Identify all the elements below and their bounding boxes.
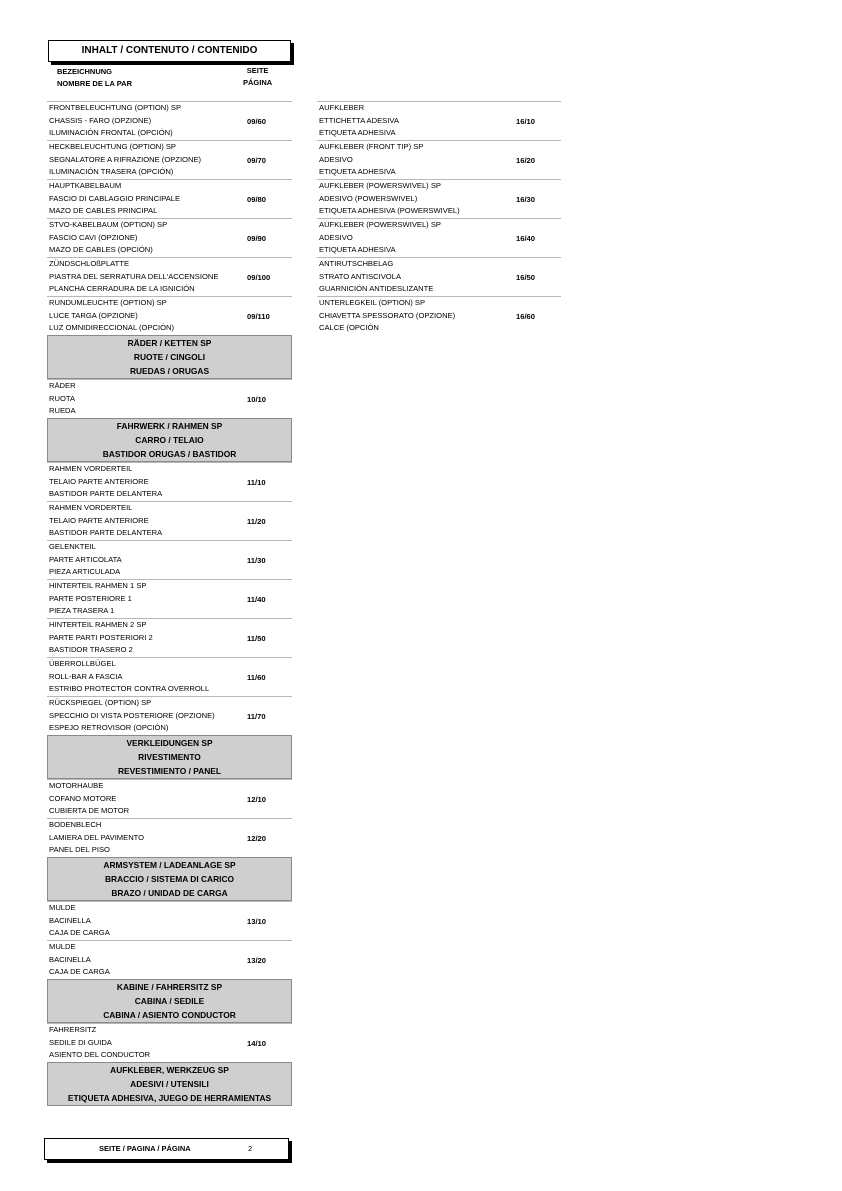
entry-page-number: 09/60 xyxy=(247,117,267,126)
entry-name-line: ADESIVO (POWERSWIVEL) xyxy=(319,193,418,203)
contents-entry xyxy=(47,818,292,857)
entry-name-line: SPECCHIO DI VISTA POSTERIORE (OPZIONE) xyxy=(49,710,215,720)
entry-name-line: ÜBERROLLBÜGEL xyxy=(49,659,116,668)
entry-name-line: RUEDA xyxy=(49,406,76,416)
column-header-page-de: SEITE xyxy=(246,66,269,75)
section-header-line: CABINA / ASIENTO CONDUCTOR xyxy=(103,1010,236,1020)
section-header-line: BRACCIO / SISTEMA DI CARICO xyxy=(104,874,235,884)
entry-name-line: GUARNICIÓN ANTIDESLIZANTE xyxy=(319,284,434,294)
footer-page-number: 2 xyxy=(248,1144,253,1153)
contents-left-column xyxy=(47,101,292,1106)
entry-page-number: 11/40 xyxy=(247,595,266,604)
entry-name-line: LUZ OMNIDIRECCIONAL (OPCIÓN) xyxy=(49,323,175,333)
entry-name-line: MULDE xyxy=(49,942,76,951)
entry-page-number: 09/80 xyxy=(247,195,267,204)
entry-name-line: CALCE (OPCIÓN xyxy=(319,323,379,333)
column-header-name-de: BEZEICHNUNG xyxy=(57,67,113,76)
column-header-page-es: PÁGINA xyxy=(243,78,273,87)
entry-name-line: RUNDUMLEUCHTE (OPTION) SP xyxy=(49,298,167,307)
section-header xyxy=(47,735,292,779)
entry-name-line: HECKBELEUCHTUNG (OPTION) SP xyxy=(49,142,176,151)
entry-name-line: RAHMEN VORDERTEIL xyxy=(49,464,133,473)
entry-page-number: 12/10 xyxy=(247,795,267,804)
entry-name-line: PARTE POSTERIORE 1 xyxy=(49,593,132,603)
entry-page-number: 13/10 xyxy=(247,917,267,926)
entry-name-line: CAJA DE CARGA xyxy=(49,967,110,977)
entry-name-line: TELAIO PARTE ANTERIORE xyxy=(49,476,149,486)
entry-name-line: RÜCKSPIEGEL (OPTION) SP xyxy=(49,698,152,707)
entry-name-line: ILUMINACIÓN FRONTAL (OPCIÓN) xyxy=(49,128,173,138)
contents-entry xyxy=(47,540,292,579)
entry-name-line: MAZO DE CABLES PRINCIPAL xyxy=(49,206,158,216)
entry-name-line: ROLL-BAR A FASCIA xyxy=(49,671,123,681)
entry-name-line: FRONTBELEUCHTUNG (OPTION) SP xyxy=(49,103,182,112)
contents-entry xyxy=(47,779,292,818)
section-header-line: REVESTIMIENTO / PANEL xyxy=(118,766,221,776)
entry-name-line: ESPEJO RETROVISOR (OPCIÓN) xyxy=(49,723,169,733)
footer-page-label: SEITE / PAGINA / PÁGINA xyxy=(99,1144,191,1153)
contents-entry xyxy=(47,379,292,418)
section-header-line: FAHRWERK / RAHMEN SP xyxy=(116,421,223,431)
entry-page-number: 16/20 xyxy=(516,156,536,165)
section-header-line: BRAZO / UNIDAD DE CARGA xyxy=(111,888,228,898)
entry-name-line: BODENBLECH xyxy=(49,820,102,829)
entry-name-line: ADESIVO xyxy=(319,232,353,242)
contents-title: INHALT / CONTENUTO / CONTENIDO xyxy=(48,40,291,62)
contents-entry xyxy=(47,696,292,735)
entry-page-number: 16/10 xyxy=(516,117,536,126)
contents-entry xyxy=(47,101,292,140)
entry-name-line: COFANO MOTORE xyxy=(49,793,117,803)
column-header-name xyxy=(57,66,132,90)
entry-name-line: ILUMINACIÓN TRASERA (OPCIÓN) xyxy=(49,167,174,177)
contents-entry xyxy=(47,462,292,501)
entry-page-number: 13/20 xyxy=(247,956,267,965)
entry-page-number: 12/20 xyxy=(247,834,267,843)
entry-name-line: HINTERTEIL RAHMEN 1 SP xyxy=(49,581,147,590)
entry-name-line: PIEZA TRASERA 1 xyxy=(49,606,115,616)
entry-name-line: CUBIERTA DE MOTOR xyxy=(49,806,130,816)
entry-page-number: 16/30 xyxy=(516,195,536,204)
contents-entry xyxy=(47,901,292,940)
entry-name-line: MULDE xyxy=(49,903,76,912)
entry-name-line: UNTERLEGKEIL (OPTION) SP xyxy=(319,298,426,307)
contents-entry xyxy=(47,618,292,657)
entry-name-line: PLANCHA CERRADURA DE LA IGNICIÓN xyxy=(49,284,195,294)
entry-page-number: 10/10 xyxy=(247,395,267,404)
entry-name-line: CHIAVETTA SPESSORATO (OPZIONE) xyxy=(319,310,456,320)
contents-entry xyxy=(47,1023,292,1062)
contents-entry xyxy=(47,657,292,696)
entry-page-number: 14/10 xyxy=(247,1039,267,1048)
entry-name-line: ETIQUETA ADHESIVA (POWERSWIVEL) xyxy=(319,206,460,216)
entry-name-line: ETIQUETA ADHESIVA xyxy=(319,167,396,177)
entry-name-line: HAUPTKABELBAUM xyxy=(49,181,122,190)
section-header-line: VERKLEIDUNGEN SP xyxy=(126,738,213,748)
entry-name-line: MAZO DE CABLES (OPCIÓN) xyxy=(49,245,153,255)
entry-name-line: MOTORHAUBE xyxy=(49,781,104,790)
section-header xyxy=(47,418,292,462)
contents-entry xyxy=(47,940,292,979)
entry-name-line: TELAIO PARTE ANTERIORE xyxy=(49,515,149,525)
section-header-line: RIVESTIMENTO xyxy=(138,752,201,762)
entry-name-line: PARTE ARTICOLATA xyxy=(49,554,122,564)
section-header xyxy=(47,335,292,379)
section-header xyxy=(47,857,292,901)
entry-name-line: ETIQUETA ADHESIVA xyxy=(319,128,396,138)
contents-entry xyxy=(317,101,561,140)
section-header-line: ARMSYSTEM / LADEANLAGE SP xyxy=(103,860,236,870)
entry-name-line: RUOTA xyxy=(49,393,76,403)
entry-name-line: HINTERTEIL RAHMEN 2 SP xyxy=(49,620,147,629)
section-header-line: RÄDER / KETTEN SP xyxy=(127,338,212,348)
entry-name-line: BASTIDOR PARTE DELANTERA xyxy=(49,489,163,499)
entry-name-line: PIASTRA DEL SERRATURA DELL'ACCENSIONE xyxy=(49,271,219,281)
entry-name-line: ETTICHETTA ADESIVA xyxy=(319,115,399,125)
entry-name-line: CHASSIS - FARO (OPZIONE) xyxy=(49,115,152,125)
entry-name-line: LAMIERA DEL PAVIMENTO xyxy=(49,832,145,842)
entry-name-line: AUFKLEBER (POWERSWIVEL) SP xyxy=(319,181,441,190)
section-header-line: CARRO / TELAIO xyxy=(135,435,204,445)
entry-name-line: SEGNALATORE A RIFRAZIONE (OPZIONE) xyxy=(49,154,202,164)
entry-name-line: STRATO ANTISCIVOLA xyxy=(319,271,402,281)
entry-name-line: RAHMEN VORDERTEIL xyxy=(49,503,133,512)
entry-name-line: BASTIDOR PARTE DELANTERA xyxy=(49,528,163,538)
entry-page-number: 16/50 xyxy=(516,273,536,282)
contents-entry xyxy=(47,296,292,335)
contents-right-column xyxy=(317,101,561,335)
entry-name-line: FAHRERSITZ xyxy=(49,1025,97,1034)
section-header-line: RUEDAS / ORUGAS xyxy=(129,366,210,376)
section-header-line: BASTIDOR ORUGAS / BASTIDOR xyxy=(102,449,237,459)
entry-page-number: 11/70 xyxy=(247,712,266,721)
section-header xyxy=(47,979,292,1023)
entry-name-line: ETIQUETA ADHESIVA xyxy=(319,245,396,255)
contents-entry xyxy=(317,296,561,335)
entry-page-number: 11/10 xyxy=(247,478,266,487)
entry-name-line: AUFKLEBER xyxy=(319,103,365,112)
entry-name-line: FASCIO DI CABLAGGIO PRINCIPALE xyxy=(49,193,181,203)
column-header-page xyxy=(243,65,272,89)
column-header-name-es: NOMBRE DE LA PAR xyxy=(57,79,132,88)
entry-name-line: RÄDER xyxy=(49,381,76,390)
page-footer xyxy=(44,1138,289,1160)
entry-page-number: 16/40 xyxy=(516,234,536,243)
contents-entry xyxy=(317,257,561,296)
contents-entry xyxy=(47,140,292,179)
entry-name-line: SEDILE DI GUIDA xyxy=(49,1037,112,1047)
entry-page-number: 11/50 xyxy=(247,634,266,643)
entry-name-line: BACINELLA xyxy=(49,915,91,925)
entry-page-number: 11/30 xyxy=(247,556,266,565)
section-header-line: KABINE / FAHRERSITZ SP xyxy=(116,982,223,992)
entry-name-line: STVO-KABELBAUM (OPTION) SP xyxy=(49,220,168,229)
entry-page-number: 09/100 xyxy=(247,273,271,282)
entry-name-line: ANTIRUTSCHBELAG xyxy=(319,259,394,268)
entry-page-number: 16/60 xyxy=(516,312,536,321)
section-header-line: CABINA / SEDILE xyxy=(134,996,205,1006)
contents-entry xyxy=(317,179,561,218)
entry-page-number: 09/90 xyxy=(247,234,267,243)
contents-entry xyxy=(317,218,561,257)
contents-entry xyxy=(47,218,292,257)
entry-page-number: 09/110 xyxy=(247,312,270,321)
entry-name-line: PIEZA ARTICULADA xyxy=(49,567,121,577)
entry-page-number: 11/60 xyxy=(247,673,266,682)
entry-name-line: CAJA DE CARGA xyxy=(49,928,110,938)
entry-name-line: PARTE PARTI POSTERIORI 2 xyxy=(49,632,153,642)
entry-name-line: ADESIVO xyxy=(319,154,353,164)
entry-name-line: BASTIDOR TRASERO 2 xyxy=(49,645,133,655)
entry-name-line: PANEL DEL PISO xyxy=(49,845,110,855)
contents-entry xyxy=(47,257,292,296)
contents-entry xyxy=(47,579,292,618)
entry-name-line: LUCE TARGA (OPZIONE) xyxy=(49,310,138,320)
entry-name-line: AUFKLEBER (FRONT TIP) SP xyxy=(319,142,424,151)
contents-entry xyxy=(47,501,292,540)
entry-name-line: FASCIO CAVI (OPZIONE) xyxy=(49,232,138,242)
entry-page-number: 11/20 xyxy=(247,517,266,526)
contents-entry xyxy=(47,179,292,218)
section-header-line: ADESIVI / UTENSILI xyxy=(130,1079,209,1089)
entry-name-line: GELENKTEIL xyxy=(49,542,96,551)
entry-name-line: BACINELLA xyxy=(49,954,91,964)
section-header-line: ETIQUETA ADHESIVA, JUEGO DE HERRAMIENTAS xyxy=(67,1093,272,1103)
contents-entry xyxy=(317,140,561,179)
entry-name-line: AUFKLEBER (POWERSWIVEL) SP xyxy=(319,220,441,229)
entry-page-number: 09/70 xyxy=(247,156,267,165)
section-header xyxy=(47,1062,292,1106)
entry-name-line: ESTRIBO PROTECTOR CONTRA OVERROLL xyxy=(49,684,210,694)
entry-name-line: ASIENTO DEL CONDUCTOR xyxy=(49,1050,151,1060)
entry-name-line: ZÜNDSCHLOßPLATTE xyxy=(49,259,130,268)
section-header-line: AUFKLEBER, WERKZEUG SP xyxy=(110,1065,229,1075)
section-header-line: RUOTE / CINGOLI xyxy=(133,352,206,362)
